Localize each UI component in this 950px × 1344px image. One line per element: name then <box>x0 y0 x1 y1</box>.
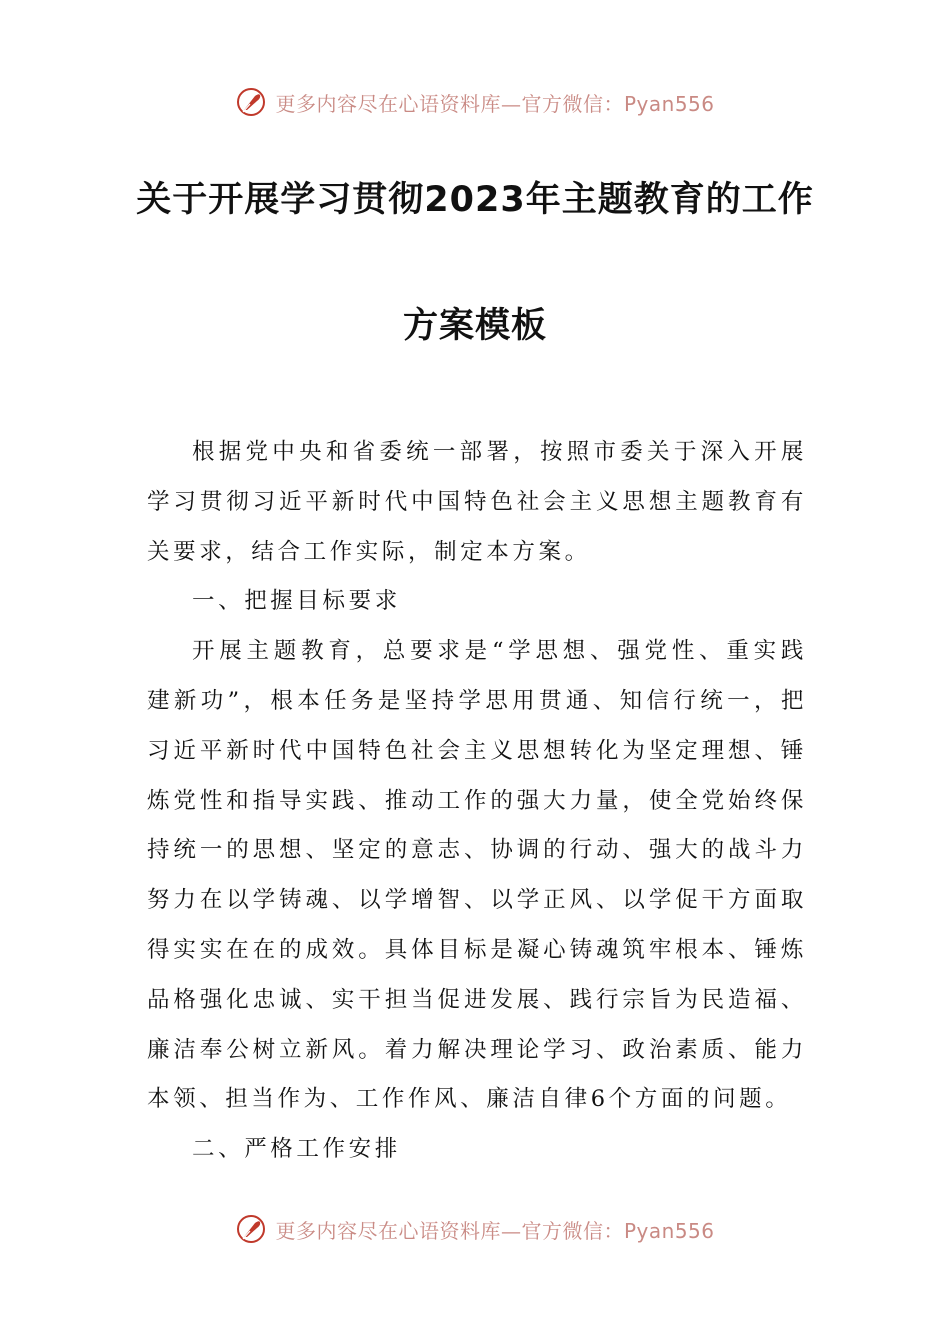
watermark-text: 更多内容尽在心语资料库—官方微信：Pyan556 <box>275 91 715 116</box>
footer-watermark <box>0 1209 950 1249</box>
document-body <box>147 428 807 1175</box>
paragraph-goals: 开展主题教育，总要求是“学思想、强党性、重实践建新功”，根本任务是坚持学思用贯通、知信行统一，把习近平新时代中国特色社会主义思想转化为坚定理想、锤炼党性和指导实践、推动工作的强大力量，使全党始终保持统一的思想、坚定的意志、协调的行动、强大的战斗力努力在以学铸魂、以学增智、以学正风、以学促干方面取得实实在在的成效。具体目标是凝心铸魂筑牢根本、锤炼品格强化忠诚、实干担当促进发展、践行宗旨为民造福、廉洁奉公树立新风。着力解决理论学习、政治素质、能力本领、担当作为、工作作风、廉洁自律6个方面的问题。 <box>147 638 807 1113</box>
section-heading-2: 二、严格工作安排 <box>192 1136 401 1163</box>
watermark-text: 更多内容尽在心语资料库—官方微信：Pyan556 <box>275 1218 715 1243</box>
paragraph-intro: 根据党中央和省委统一部署，按照市委关于深入开展学习贯彻习近平新时代中国特色社会主义思想主题教育有关要求，结合工作实际，制定本方案。 <box>147 439 807 565</box>
document-title-line-1: 关于开展学习贯彻2023年主题教育的工作 <box>136 180 814 220</box>
section-heading-1: 一、把握目标要求 <box>192 588 401 615</box>
quill-pen-icon <box>235 1213 267 1245</box>
header-watermark <box>0 82 950 122</box>
document-title-line-2: 方案模板 <box>402 306 547 346</box>
quill-pen-icon <box>235 86 267 118</box>
